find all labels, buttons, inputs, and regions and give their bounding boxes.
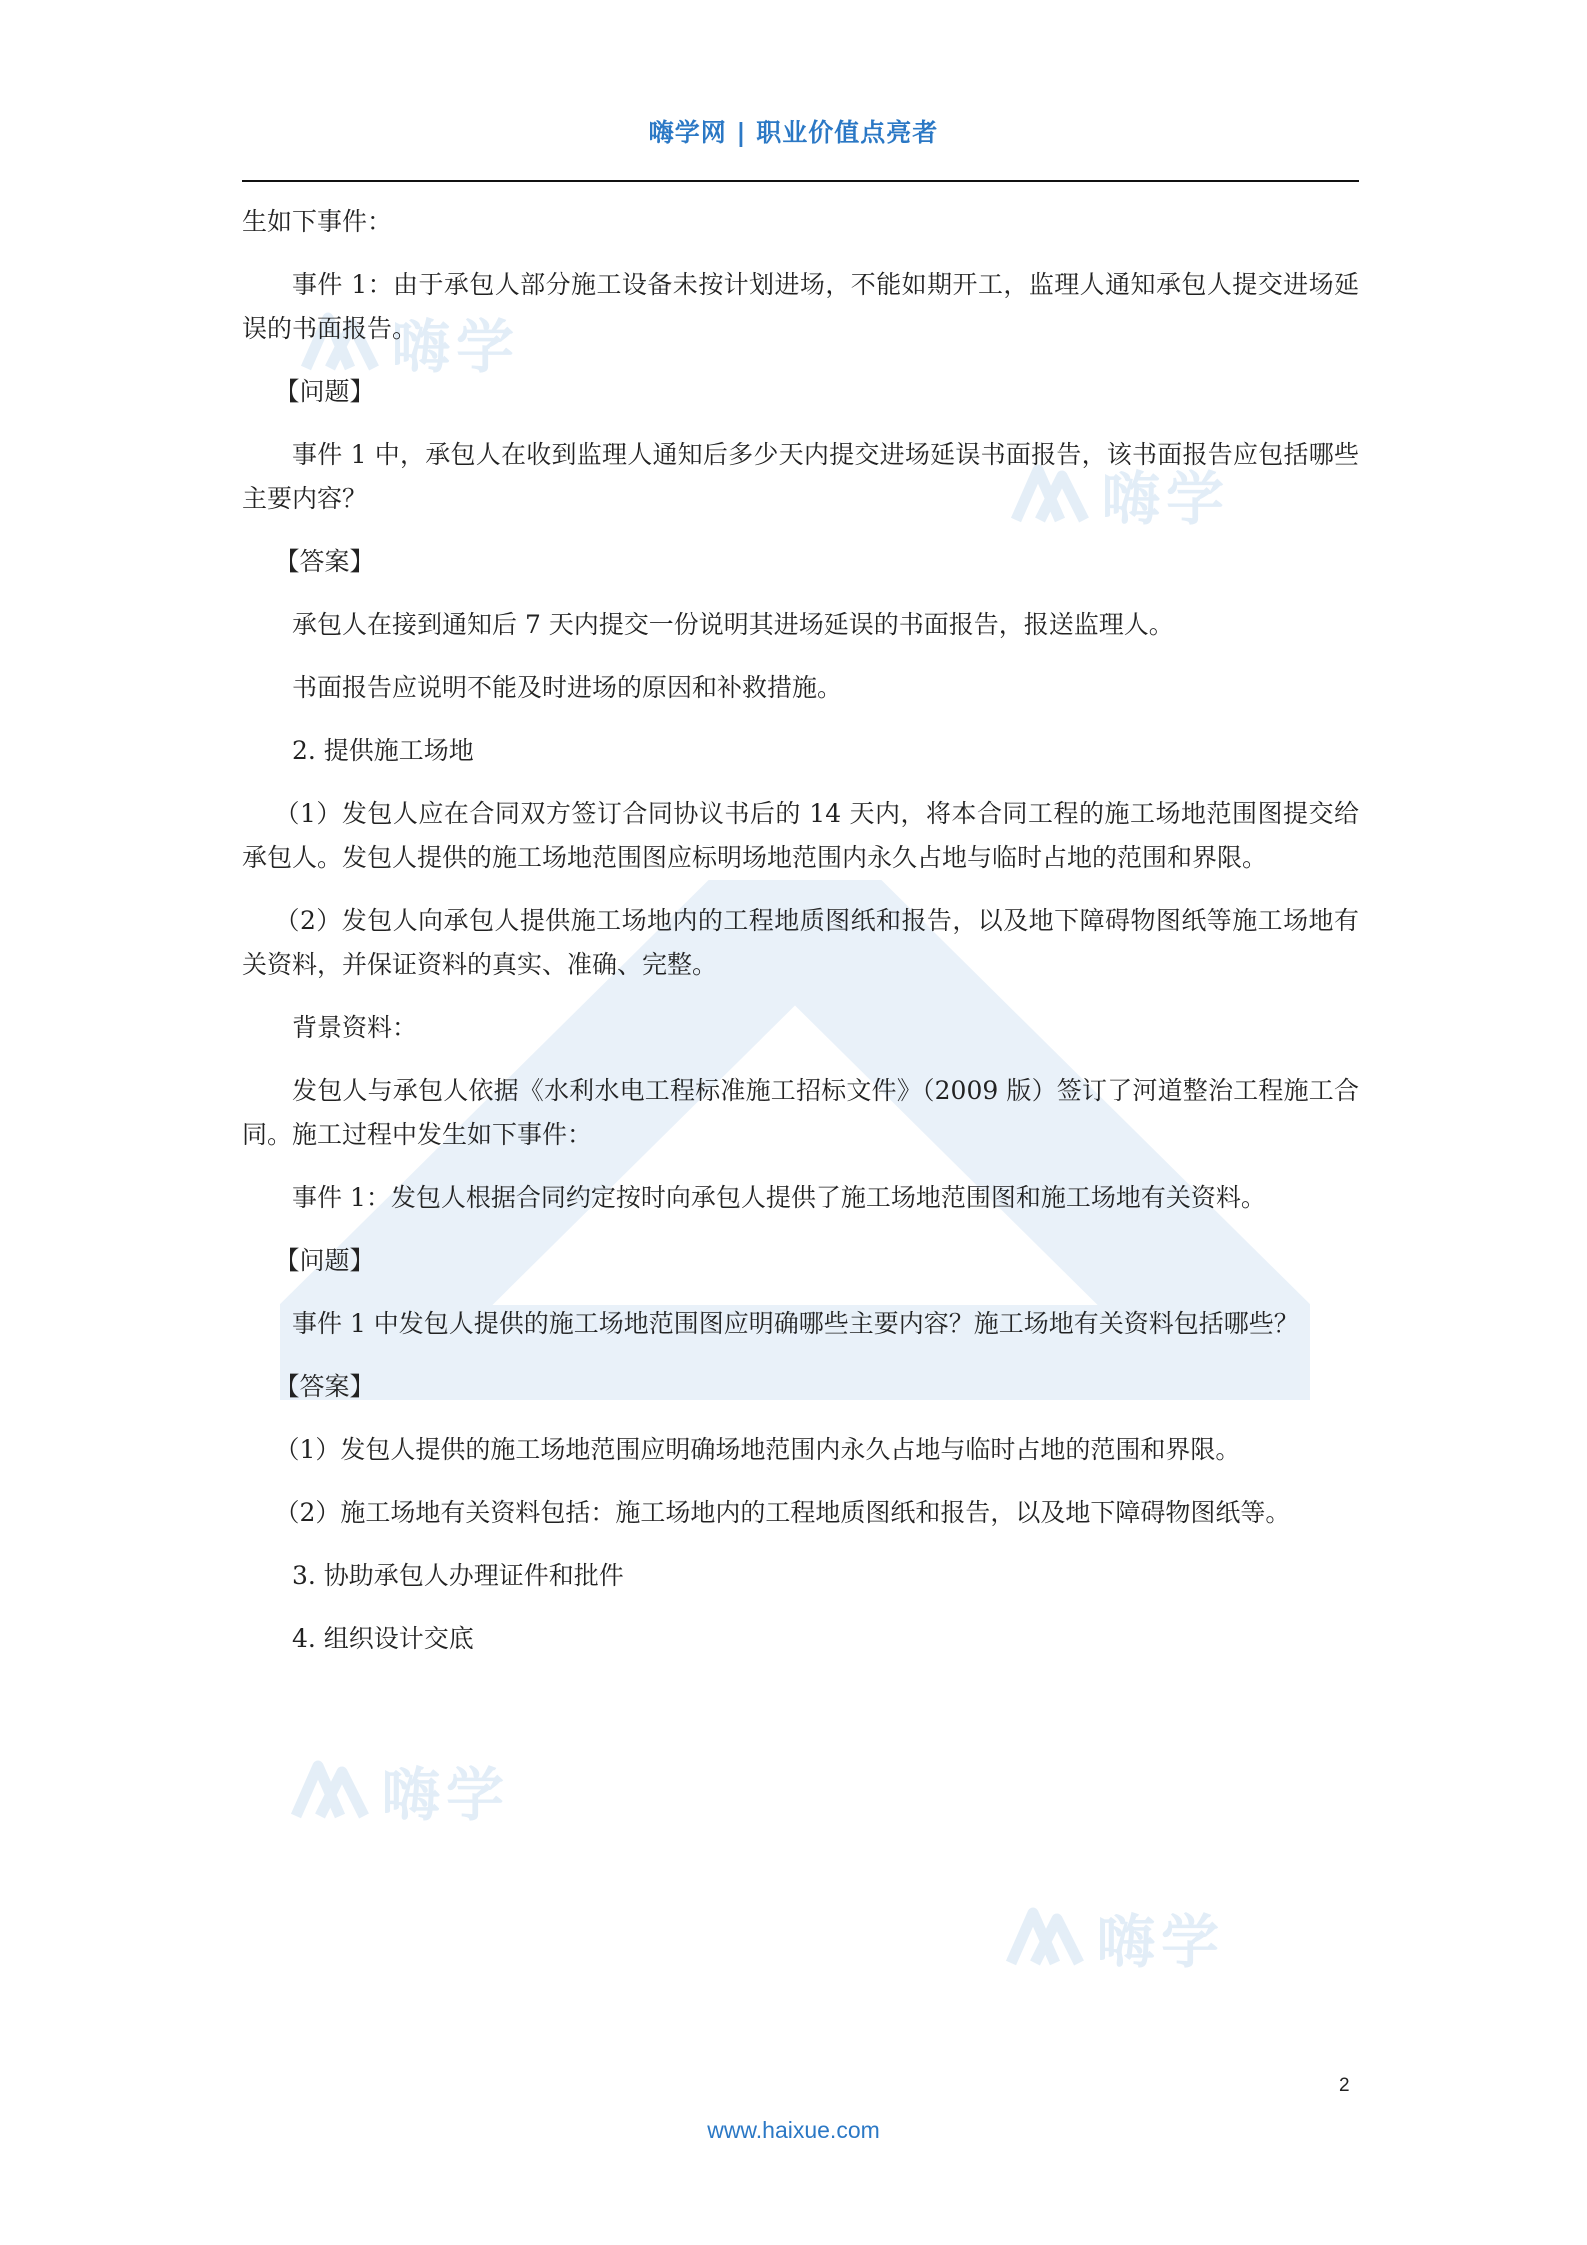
section-label-answer: 【答案】 <box>274 547 375 576</box>
watermark-text: 嗨学 <box>392 313 521 381</box>
section-label-question: 【问题】 <box>274 1246 375 1275</box>
paragraph: 事件 1：发包人根据合同约定按时向承包人提供了施工场地范围图和施工场地有关资料。 <box>292 1183 1266 1212</box>
haixue-logo-icon <box>290 1758 370 1822</box>
section-heading: 2. 提供施工场地 <box>292 736 474 765</box>
section-label-answer: 【答案】 <box>274 1372 375 1401</box>
paragraph: 发包人与承包人依据《水利水电工程标准施工招标文件》（2009 版）签订了河道整治工程施工合同。施工过程中发生如下事件： <box>242 1076 1359 1149</box>
document-body <box>242 200 1359 1680</box>
watermark-text: 嗨学 <box>1102 465 1231 533</box>
paragraph: 事件 1 中发包人提供的施工场地范围图应明确哪些主要内容？施工场地有关资料包括哪些？ <box>292 1309 1299 1338</box>
watermark-text: 嗨学 <box>382 1761 511 1829</box>
paragraph: 生如下事件： <box>242 207 393 236</box>
paragraph: 事件 1 中，承包人在收到监理人通知后多少天内提交进场延误书面报告，该书面报告应包括哪些主要内容？ <box>242 440 1359 513</box>
page-number: 2 <box>1339 2075 1350 2096</box>
paragraph: 事件 1：由于承包人部分施工设备未按计划进场，不能如期开工，监理人通知承包人提交进场延误的书面报告。 <box>242 270 1359 343</box>
paragraph: 承包人在接到通知后 7 天内提交一份说明其进场延误的书面报告，报送监理人。 <box>292 610 1174 639</box>
paragraph: （2）施工场地有关资料包括：施工场地内的工程地质图纸和报告，以及地下障碍物图纸等。 <box>274 1498 1291 1527</box>
section-heading: 3. 协助承包人办理证件和批件 <box>292 1561 624 1590</box>
haixue-watermark-3 <box>290 1748 510 1832</box>
section-label-question: 【问题】 <box>274 377 375 406</box>
paragraph: 书面报告应说明不能及时进场的原因和补救措施。 <box>292 673 843 702</box>
header-divider <box>242 180 1359 182</box>
paragraph: （1）发包人应在合同双方签订合同协议书后的 14 天内，将本合同工程的施工场地范围图提交给承包人。发包人提供的施工场地范围图应标明场地范围内永久占地与临时占地的范围和界限。 <box>242 799 1359 872</box>
paragraph: （2）发包人向承包人提供施工场地内的工程地质图纸和报告，以及地下障碍物图纸等施工场地有关资料，并保证资料的真实、准确、完整。 <box>242 906 1359 979</box>
haixue-logo-icon <box>1005 1905 1085 1969</box>
paragraph: （1）发包人提供的施工场地范围应明确场地范围内永久占地与临时占地的范围和界限。 <box>274 1435 1241 1464</box>
section-heading: 4. 组织设计交底 <box>292 1624 474 1653</box>
watermark-text: 嗨学 <box>1097 1908 1226 1976</box>
footer-website-link[interactable]: www.haixue.com <box>707 2117 880 2143</box>
page-header-title: 嗨学网 | 职业价值点亮者 <box>648 118 939 147</box>
paragraph: 背景资料： <box>292 1013 418 1042</box>
haixue-watermark-4 <box>1005 1895 1225 1979</box>
